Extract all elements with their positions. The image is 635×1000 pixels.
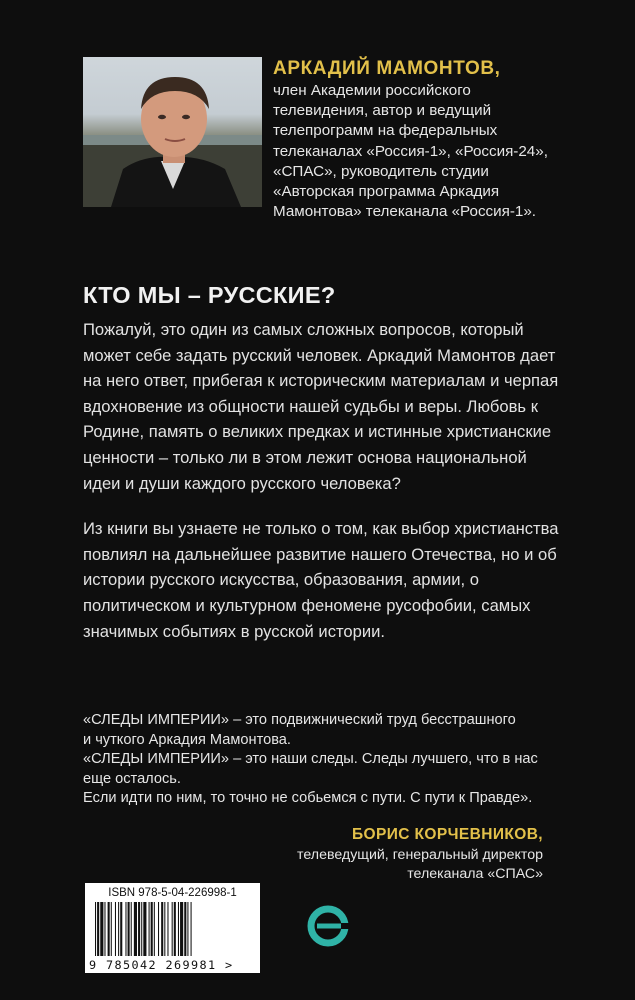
review-quote — [83, 711, 583, 809]
headline: КТО МЫ – РУССКИЕ? — [83, 282, 336, 308]
author-info — [273, 58, 593, 222]
description-paragraph: Из книги вы узнаете не только о том, как выбор христианства повлиял на дальнейшее развитие нашего Отечества, но и об истории русского искусства, образования, армии, о политическом и культурном феномене русофобии, самых значимых событиях в русской истории. — [83, 519, 559, 641]
barcode-number: 9 785042 269981 > — [89, 958, 234, 972]
quote-author-name: БОРИС КОРЧЕВНИКОВ, — [351, 826, 543, 843]
quote-line: «СЛЕДЫ ИМПЕРИИ» – это подвижнический труд бесстрашного — [83, 712, 516, 728]
quote-line: еще осталось. — [83, 770, 181, 787]
description-paragraph: Пожалуй, это один из самых сложных вопросов, который может себе задать русский человек. Аркадий Мамонтов дает на него ответ, прибегая к историческим материалам и черпая вдохновение из общности нашей судьбы и веры. Любовь к Родине, память о великих предках и истинные христианские ценности – только ли в этом лежит основа национальной идеи и души каждого русского человека? — [83, 320, 559, 493]
quote-role-line: телеведущий, генеральный директор — [297, 847, 543, 863]
quote-line: «СЛЕДЫ ИМПЕРИИ» – это наши следы. Следы лучшего, что в нас — [83, 751, 538, 768]
quote-role-line: телеканала «СПАС» — [407, 866, 543, 882]
quote-author-role — [297, 846, 543, 884]
barcode-box — [85, 883, 260, 973]
author-bio-line: телевидения, автор и ведущий — [273, 102, 492, 120]
barcode-bars — [93, 902, 252, 958]
isbn-label: ISBN 978-5-04-226998-1 — [108, 887, 237, 899]
author-bio-line: телепрограмм на федеральных — [273, 122, 498, 140]
eksmo-logo-icon — [307, 905, 349, 947]
author-bio-line: «СПАС», руководитель студии — [273, 162, 489, 180]
author-photo — [83, 57, 262, 207]
author-bio — [273, 81, 593, 222]
quote-line: Если идти по ним, то точно не собьемся с пути. С пути к Правде». — [83, 790, 533, 807]
author-bio-line: телеканалах «Россия-1», «Россия-24», — [273, 142, 548, 160]
description — [83, 317, 563, 664]
author-bio-line: «Авторская программа Аркадия — [273, 183, 500, 201]
author-bio-line: Мамонтова» телеканала «Россия-1». — [273, 203, 537, 221]
author-name: АРКАДИЙ МАМОНТОВ, — [273, 58, 501, 79]
author-bio-line: член Академии российского — [273, 82, 471, 99]
quote-line: и чуткого Аркадия Мамонтова. — [83, 731, 291, 748]
